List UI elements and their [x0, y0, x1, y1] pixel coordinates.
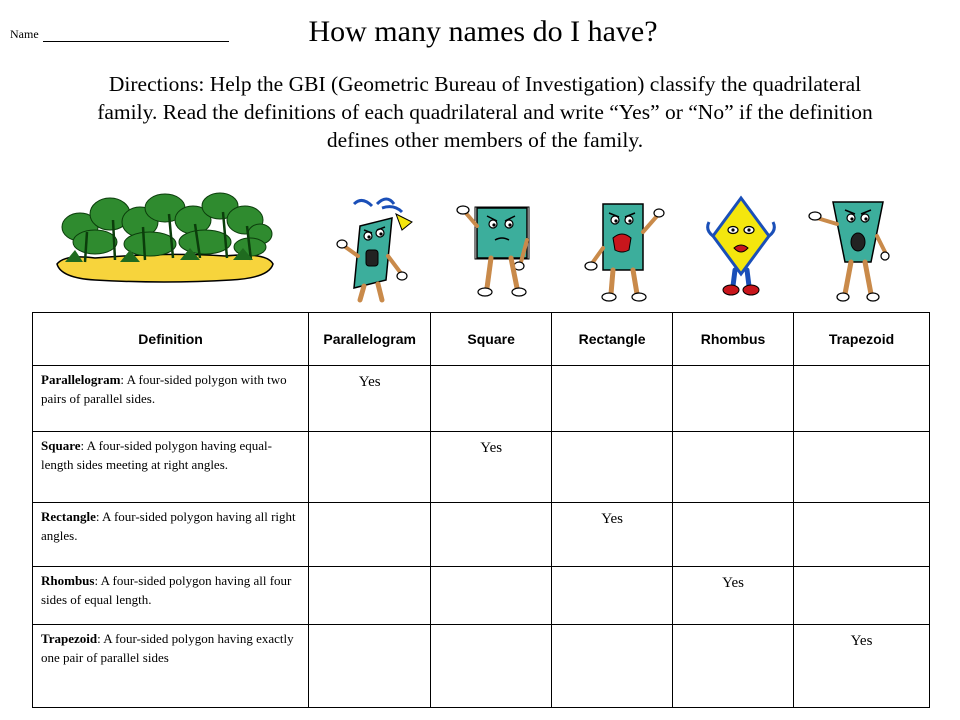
name-label: Name — [10, 27, 39, 41]
classification-table — [32, 312, 930, 708]
definition-cell — [33, 366, 309, 432]
answer-cell[interactable] — [431, 366, 552, 432]
answer-cell[interactable] — [309, 567, 431, 625]
definition-term: Trapezoid — [41, 631, 98, 647]
answer-cell[interactable] — [309, 502, 431, 566]
answer-cell[interactable] — [552, 567, 673, 625]
answer-cell[interactable] — [794, 432, 930, 502]
trapezoid-character-icon — [805, 196, 890, 304]
jungle-island-icon — [55, 192, 275, 284]
answer-cell[interactable] — [794, 502, 930, 566]
answer-cell[interactable] — [309, 432, 431, 502]
definition-cell — [33, 567, 309, 625]
definition-term: Parallelogram — [41, 372, 121, 387]
answer-cell[interactable] — [673, 625, 794, 708]
column-header-trapezoid: Trapezoid — [794, 313, 930, 366]
answer-cell[interactable] — [552, 366, 673, 432]
table-row — [33, 366, 930, 432]
answer-cell[interactable] — [431, 625, 552, 708]
rhombus-character-icon — [703, 194, 788, 302]
parallelogram-character-icon — [332, 196, 417, 304]
column-header-rhombus: Rhombus — [673, 313, 794, 366]
table-row — [33, 567, 930, 625]
answer-cell[interactable]: Yes — [309, 366, 431, 432]
rectangle-character-icon — [583, 196, 668, 304]
column-header-parallelogram: Parallelogram — [309, 313, 431, 366]
answer-cell[interactable] — [552, 432, 673, 502]
answer-cell[interactable]: Yes — [552, 502, 673, 566]
table-row — [33, 432, 930, 502]
answer-cell[interactable] — [673, 502, 794, 566]
definition-text: : A four-sided polygon having all four sides of equal length. — [41, 573, 292, 608]
answer-cell[interactable] — [794, 567, 930, 625]
table-row — [33, 502, 930, 566]
definition-cell — [33, 625, 309, 708]
table-row — [33, 625, 930, 708]
answer-cell[interactable] — [673, 366, 794, 432]
definition-term: Rhombus — [41, 573, 95, 589]
definition-term: Rectangle — [41, 508, 96, 524]
definition-term: Square — [41, 438, 81, 454]
answer-cell[interactable] — [673, 432, 794, 502]
column-header-square: Square — [431, 313, 552, 366]
answer-cell[interactable]: Yes — [794, 625, 930, 708]
definition-text: : A four-sided polygon having all right angles. — [41, 508, 296, 543]
definition-cell — [33, 432, 309, 502]
square-character-icon — [455, 196, 540, 304]
definition-cell — [33, 502, 309, 566]
answer-cell[interactable] — [431, 567, 552, 625]
answer-cell[interactable] — [794, 366, 930, 432]
definition-text: : A four-sided polygon having equal-length sides meeting at right angles. — [41, 438, 272, 473]
answer-cell[interactable] — [431, 502, 552, 566]
definition-text: : A four-sided polygon having exactly one pair of parallel sides — [41, 631, 294, 666]
column-header-rectangle: Rectangle — [552, 313, 673, 366]
answer-cell[interactable]: Yes — [431, 432, 552, 502]
answer-cell[interactable] — [309, 625, 431, 708]
answer-cell[interactable] — [552, 625, 673, 708]
table-header-row — [33, 313, 930, 366]
definition-text: : A four-sided polygon with two pairs of parallel sides. — [41, 372, 287, 406]
directions-text: Directions: Help the GBI (Geometric Bureau of Investigation) classify the quadrilateral family. Read the definitions of each quadrilateral and write “Yes” or “No” if the definition defines other members of the family. — [97, 72, 873, 152]
column-header-definition: Definition — [33, 313, 309, 366]
page-title: How many names do I have? — [308, 15, 658, 48]
answer-cell[interactable]: Yes — [673, 567, 794, 625]
